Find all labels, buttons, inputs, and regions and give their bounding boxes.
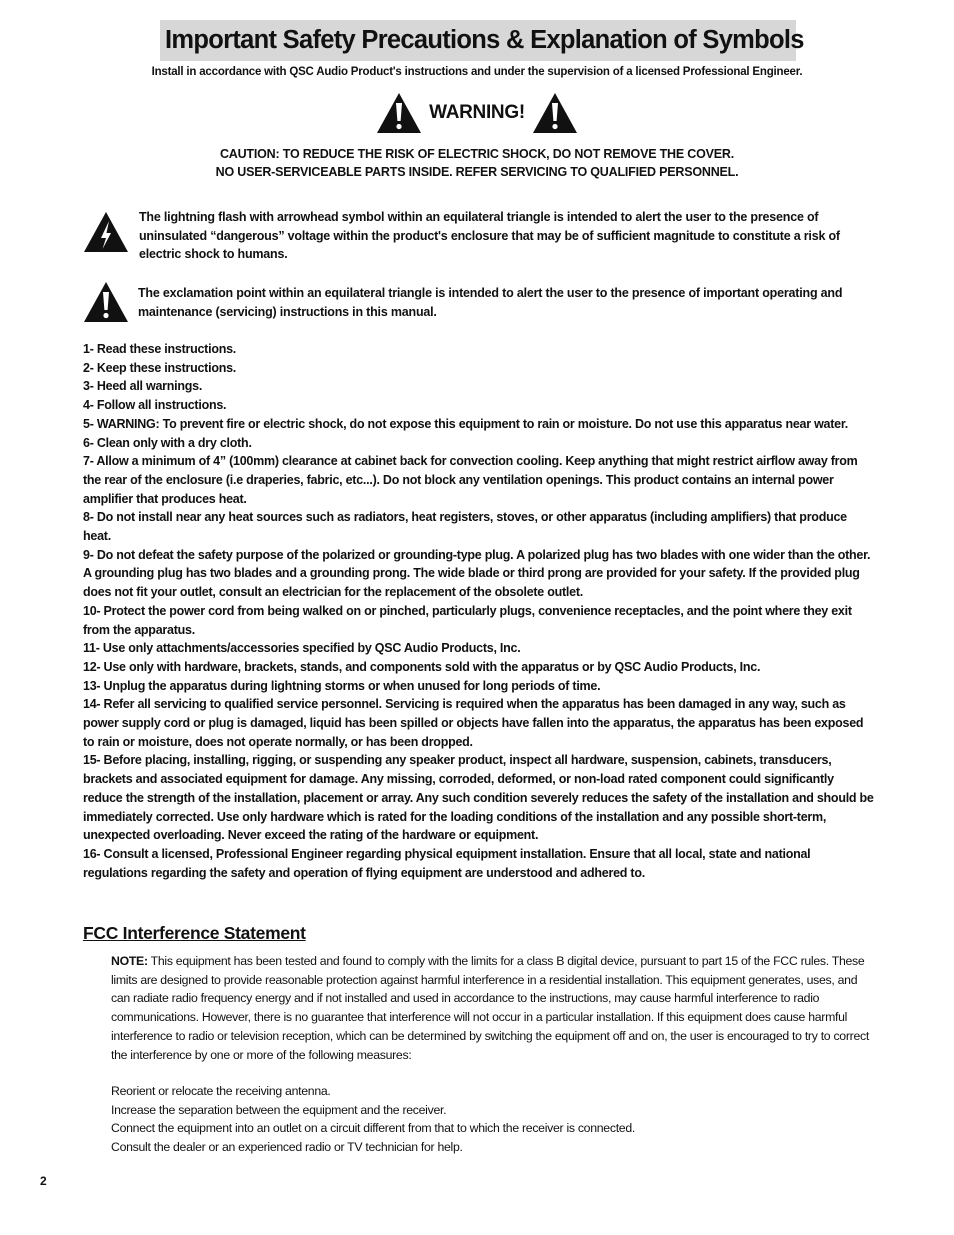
warning-banner [0,92,954,134]
exclamation-triangle-icon [376,92,422,134]
list-item: 7- Allow a minimum of 4” (100mm) clearance at cabinet back for convection cooling. Keep anything that might restrict airflow away from the rear of the enclosure (i.e draperies, fabric, etc...). Do not block any ventilation openings. This product contains an internal power amplifier that produces heat. [83,454,858,506]
exclamation-triangle-icon [83,281,129,323]
caution-line: NO USER-SERVICEABLE PARTS INSIDE. REFER SERVICING TO QUALIFIED PERSONNEL. [215,165,739,179]
list-item: 14- Refer all servicing to qualified service personnel. Servicing is required when the apparatus has been damaged in any way, such as power supply cord or plug is damaged, liquid has been spilled or objects have fallen into the apparatus, the apparatus has been exposed to rain or moisture, does not operate normally, or has been dropped. [83,697,864,749]
list-item: 11- Use only attachments/accessories specified by QSC Audio Products, Inc. [83,641,521,656]
fcc-measures-list [111,1082,873,1157]
list-item: 8- Do not install near any heat sources such as radiators, heat registers, stoves, or other apparatus (including amplifiers) that produce heat. [83,510,847,544]
fcc-note [111,952,873,1064]
page-number: 2 [40,1174,47,1188]
list-item: 3- Heed all warnings. [83,379,203,394]
caution-line: CAUTION: TO REDUCE THE RISK OF ELECTRIC SHOCK, DO NOT REMOVE THE COVER. [219,147,735,161]
list-item: 2- Keep these instructions. [83,360,237,375]
list-item: Consult the dealer or an experienced radio or TV technician for help. [111,1140,463,1155]
warning-label: WARNING! [429,102,525,123]
title-bar [160,20,804,61]
list-item: Connect the equipment into an outlet on a circuit different from that to which the receiver is connected. [111,1121,635,1136]
exclamation-symbol-text: The exclamation point within an equilateral triangle is intended to alert the user to the presence of important operating and maintenance (servicing) instructions in this manual. [138,286,843,319]
list-item: 5- WARNING: To prevent fire or electric shock, do not expose this equipment to rain or moisture. Do not use this apparatus near water. [83,416,849,431]
list-item: 6- Clean only with a dry cloth. [83,435,252,450]
list-item: 4- Follow all instructions. [83,398,227,413]
list-item: 13- Unplug the apparatus during lightning storms or when unused for long periods of time. [83,678,601,693]
exclamation-triangle-icon [532,92,578,134]
caution-notice [0,145,954,181]
list-item: 1- Read these instructions. [83,342,237,356]
lightning-symbol-explanation [83,208,873,264]
list-item: Reorient or relocate the receiving antenna. [111,1084,331,1098]
list-item: 12- Use only with hardware, brackets, stands, and components sold with the apparatus or by QSC Audio Products, Inc. [83,659,761,674]
note-text: This equipment has been tested and found to comply with the limits for a class B digital device, pursuant to part 15 of the FCC rules. These limits are designed to provide reasonable protection against harmful interference in a residential installation. This equipment generates, uses, and can radiate radio frequency energy and if not installed and used in accordance to the instructions, may cause harmful interference to radio communications. However, there is no guarantee that interference will not occur in a particular installation. If this equipment does cause harmful interference to radio or television reception, which can be determined by switching the equipment off and on, the user is encouraged to try to correct the interference by one or more of the following measures: [111,954,869,1062]
safety-instructions-list [83,340,875,882]
note-label: NOTE: [111,954,148,968]
list-item: 16- Consult a licensed, Professional Engineer regarding physical equipment installation. Ensure that all local, state and national regulations regarding the safety and operation of flying equipment are understood and adhered to. [83,846,811,880]
exclamation-symbol-explanation [83,284,873,323]
lightning-triangle-icon [83,211,129,253]
install-notice: Install in accordance with QSC Audio Product's instructions and under the supervision of a licensed Professional Engineer. [151,66,803,78]
page-title: Important Safety Precautions & Explanation of Symbols [165,26,804,54]
list-item: Increase the separation between the equipment and the receiver. [111,1102,447,1117]
fcc-heading: FCC Interference Statement [83,923,306,943]
list-item: 15- Before placing, installing, rigging, or suspending any speaker product, inspect all hardware, suspension, cabinets, transducers, brackets and associated equipment for damage. Any missing, corroded, deformed, or non-load rated component could significantly reduce the strength of the installation, placement or array. Any such condition severely reduces the safety of the installation and should be immediately corrected. Use only hardware which is rated for the loading conditions of the installation and any possible short-term, unexpected overloading. Never exceed the rating of the hardware or equipment. [83,753,874,843]
list-item: 10- Protect the power cord from being walked on or pinched, particularly plugs, convenience receptacles, and the point where they exit from the apparatus. [83,603,852,637]
list-item: 9- Do not defeat the safety purpose of the polarized or grounding-type plug. A polarized plug has two blades with one wider than the other. A grounding plug has two blades and a grounding prong. The wide blade or third prong are provided for your safety. If the provided plug does not fit your outlet, consult an electrician for the replacement of the obsolete outlet. [83,547,871,600]
lightning-symbol-text: The lightning flash with arrowhead symbol within an equilateral triangle is intended to alert the user to the presence of uninsulated “dangerous” voltage within the product's enclosure that may be of sufficient magnitude to constitute a risk of electric shock to humans. [139,210,840,261]
